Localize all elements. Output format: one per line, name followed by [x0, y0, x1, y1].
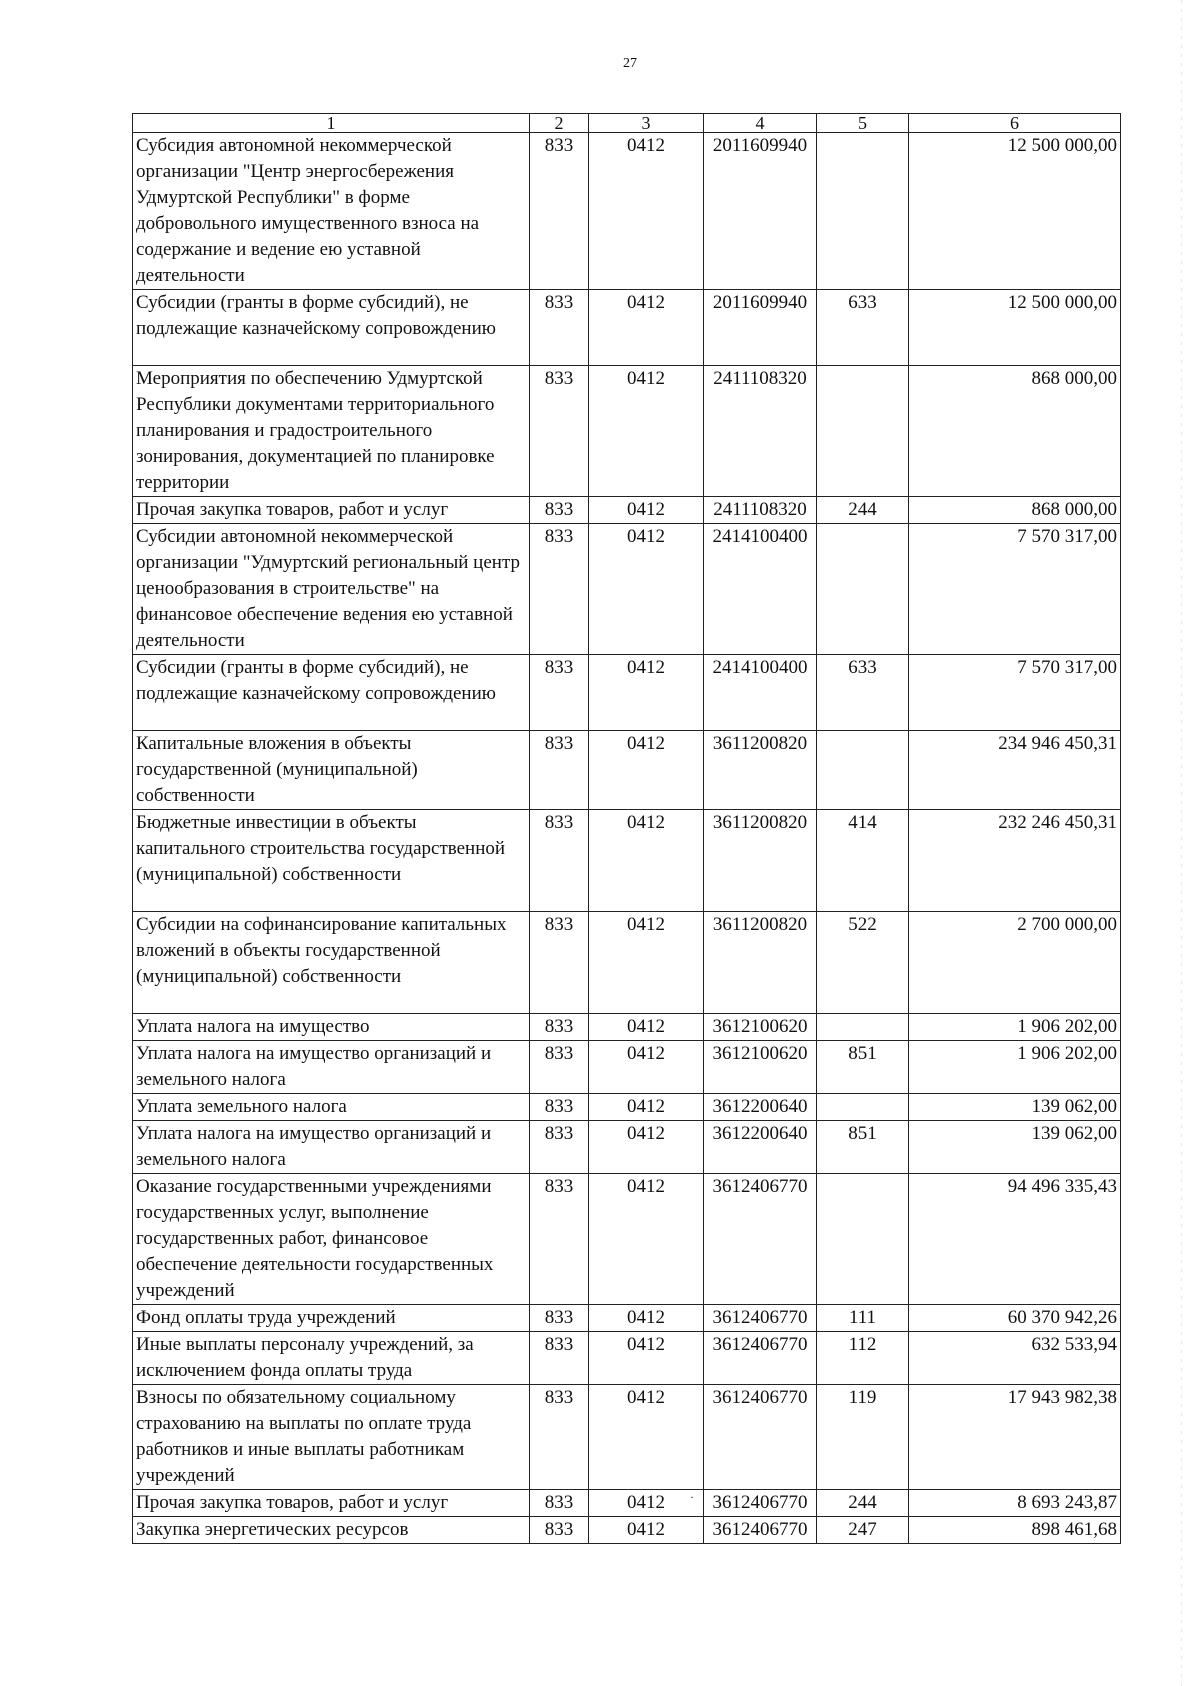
target-article-cell: 3612406770 [704, 1305, 817, 1332]
section-code-cell: 0412 [589, 1517, 704, 1544]
target-article-cell: 3612406770 [704, 1174, 817, 1305]
expense-type-cell [817, 1014, 909, 1041]
expense-type-cell: 244 [817, 1490, 909, 1517]
row-name-cell: Прочая закупка товаров, работ и услуг [133, 497, 530, 524]
ministry-code-cell: 833 [530, 810, 589, 912]
expense-type-cell: 633 [817, 655, 909, 731]
target-article-cell: 2414100400 [704, 524, 817, 655]
ministry-code-cell: 833 [530, 1174, 589, 1305]
target-article-cell: 3612406770 [704, 1517, 817, 1544]
table-row [133, 1332, 1121, 1385]
row-name-cell: Уплата земельного налога [133, 1094, 530, 1121]
expense-type-cell [817, 366, 909, 497]
target-article-cell: 3612200640 [704, 1094, 817, 1121]
row-name-cell: Уплата налога на имущество организаций и земельного налога [133, 1041, 530, 1094]
amount-cell: 12 500 000,00 [909, 133, 1121, 290]
target-article-cell: 2011609940 [704, 133, 817, 290]
target-article-cell: 3612100620 [704, 1014, 817, 1041]
expense-type-cell [817, 731, 909, 810]
page-number: 27 [623, 56, 637, 71]
row-name-cell: Субсидии (гранты в форме субсидий), не подлежащие казначейскому сопровождению [133, 655, 530, 731]
expense-type-cell [817, 524, 909, 655]
expense-type-cell: 522 [817, 912, 909, 1014]
ministry-code-cell: 833 [530, 1490, 589, 1517]
ministry-code-cell: 833 [530, 1041, 589, 1094]
table-row [133, 290, 1121, 366]
table-row [133, 810, 1121, 912]
row-name-cell: Уплата налога на имущество [133, 1014, 530, 1041]
table-row [133, 1490, 1121, 1517]
expense-type-cell: 119 [817, 1385, 909, 1490]
amount-cell: 232 246 450,31 [909, 810, 1121, 912]
expense-type-cell: 851 [817, 1121, 909, 1174]
row-name-cell: Иные выплаты персоналу учреждений, за исключением фонда оплаты труда [133, 1332, 530, 1385]
section-code-cell: 0412 [589, 1490, 704, 1517]
amount-cell: 2 700 000,00 [909, 912, 1121, 1014]
target-article-cell: 3612406770 [704, 1385, 817, 1490]
ministry-code-cell: 833 [530, 731, 589, 810]
amount-cell: 1 906 202,00 [909, 1041, 1121, 1094]
row-name-cell: Капитальные вложения в объекты государственной (муниципальной) собственности [133, 731, 530, 810]
table-row [133, 1041, 1121, 1094]
target-article-cell: 2411108320 [704, 497, 817, 524]
section-code-cell: 0412 [589, 1094, 704, 1121]
table-row [133, 912, 1121, 1014]
section-code-cell: 0412 [589, 1014, 704, 1041]
stray-scan-mark: · [690, 1490, 694, 1504]
table-row [133, 1014, 1121, 1041]
row-name-cell: Бюджетные инвестиции в объекты капитального строительства государственной (муниципальной) собственности [133, 810, 530, 912]
target-article-cell: 3612406770 [704, 1332, 817, 1385]
section-code-cell: 0412 [589, 290, 704, 366]
amount-cell: 868 000,00 [909, 366, 1121, 497]
section-code-cell: 0412 [589, 912, 704, 1014]
column-header: 4 [704, 114, 817, 133]
amount-cell: 7 570 317,00 [909, 524, 1121, 655]
expense-type-cell: 851 [817, 1041, 909, 1094]
target-article-cell: 3611200820 [704, 810, 817, 912]
ministry-code-cell: 833 [530, 1385, 589, 1490]
section-code-cell: 0412 [589, 524, 704, 655]
column-header: 3 [589, 114, 704, 133]
target-article-cell: 3612200640 [704, 1121, 817, 1174]
expense-type-cell [817, 133, 909, 290]
table-body [133, 133, 1121, 1544]
section-code-cell: 0412 [589, 810, 704, 912]
section-code-cell: 0412 [589, 1332, 704, 1385]
column-header: 2 [530, 114, 589, 133]
section-code-cell: 0412 [589, 1121, 704, 1174]
table-row [133, 1094, 1121, 1121]
amount-cell: 60 370 942,26 [909, 1305, 1121, 1332]
table-row [133, 1517, 1121, 1544]
amount-cell: 898 461,68 [909, 1517, 1121, 1544]
amount-cell: 234 946 450,31 [909, 731, 1121, 810]
expense-type-cell [817, 1094, 909, 1121]
row-name-cell: Прочая закупка товаров, работ и услуг [133, 1490, 530, 1517]
target-article-cell: 3611200820 [704, 731, 817, 810]
amount-cell: 7 570 317,00 [909, 655, 1121, 731]
table-row [133, 731, 1121, 810]
ministry-code-cell: 833 [530, 1094, 589, 1121]
row-name-cell: Субсидии автономной некоммерческой организации "Удмуртский региональный центр ценообразования в строительстве" на финансовое обеспечение ведения ею уставной деятельности [133, 524, 530, 655]
amount-cell: 17 943 982,38 [909, 1385, 1121, 1490]
column-header: 1 [133, 114, 530, 133]
section-code-cell: 0412 [589, 655, 704, 731]
amount-cell: 12 500 000,00 [909, 290, 1121, 366]
table-row [133, 1174, 1121, 1305]
ministry-code-cell: 833 [530, 1014, 589, 1041]
section-code-cell: 0412 [589, 1041, 704, 1094]
table-row [133, 133, 1121, 290]
row-name-cell: Субсидии на софинансирование капитальных вложений в объекты государственной (муниципальной) собственности [133, 912, 530, 1014]
row-name-cell: Уплата налога на имущество организаций и земельного налога [133, 1121, 530, 1174]
table-row [133, 366, 1121, 497]
ministry-code-cell: 833 [530, 524, 589, 655]
section-code-cell: 0412 [589, 1385, 704, 1490]
expense-type-cell: 414 [817, 810, 909, 912]
amount-cell: 8 693 243,87 [909, 1490, 1121, 1517]
budget-table [132, 113, 1121, 1544]
target-article-cell: 2414100400 [704, 655, 817, 731]
row-name-cell: Субсидия автономной некоммерческой организации "Центр энергосбережения Удмуртской Республики" в форме добровольного имущественного взноса на содержание и ведение ею уставной деятельности [133, 133, 530, 290]
ministry-code-cell: 833 [530, 497, 589, 524]
row-name-cell: Взносы по обязательному социальному страхованию на выплаты по оплате труда работников и иные выплаты работникам учреждений [133, 1385, 530, 1490]
row-name-cell: Фонд оплаты труда учреждений [133, 1305, 530, 1332]
row-name-cell: Оказание государственными учреждениями государственных услуг, выполнение государственных работ, финансовое обеспечение деятельности государственных учреждений [133, 1174, 530, 1305]
ministry-code-cell: 833 [530, 1517, 589, 1544]
table-row [133, 524, 1121, 655]
table-row [133, 497, 1121, 524]
target-article-cell: 3612100620 [704, 1041, 817, 1094]
table-row [133, 1385, 1121, 1490]
ministry-code-cell: 833 [530, 655, 589, 731]
scan-edge-artifact [1181, 0, 1182, 1686]
section-code-cell: 0412 [589, 366, 704, 497]
amount-cell: 1 906 202,00 [909, 1014, 1121, 1041]
expense-type-cell: 247 [817, 1517, 909, 1544]
section-code-cell: 0412 [589, 1174, 704, 1305]
section-code-cell: 0412 [589, 731, 704, 810]
ministry-code-cell: 833 [530, 366, 589, 497]
row-name-cell: Субсидии (гранты в форме субсидий), не подлежащие казначейскому сопровождению [133, 290, 530, 366]
ministry-code-cell: 833 [530, 290, 589, 366]
ministry-code-cell: 833 [530, 1305, 589, 1332]
ministry-code-cell: 833 [530, 1121, 589, 1174]
target-article-cell: 2411108320 [704, 366, 817, 497]
amount-cell: 868 000,00 [909, 497, 1121, 524]
section-code-cell: 0412 [589, 133, 704, 290]
table-row [133, 1121, 1121, 1174]
expense-type-cell [817, 1174, 909, 1305]
table-row [133, 655, 1121, 731]
ministry-code-cell: 833 [530, 1332, 589, 1385]
ministry-code-cell: 833 [530, 133, 589, 290]
target-article-cell: 3612406770 [704, 1490, 817, 1517]
section-code-cell: 0412 [589, 497, 704, 524]
expense-type-cell: 244 [817, 497, 909, 524]
section-code-cell: 0412 [589, 1305, 704, 1332]
table-row [133, 1305, 1121, 1332]
amount-cell: 139 062,00 [909, 1121, 1121, 1174]
amount-cell: 139 062,00 [909, 1094, 1121, 1121]
target-article-cell: 2011609940 [704, 290, 817, 366]
expense-type-cell: 111 [817, 1305, 909, 1332]
ministry-code-cell: 833 [530, 912, 589, 1014]
target-article-cell: 3611200820 [704, 912, 817, 1014]
column-header: 6 [909, 114, 1121, 133]
row-name-cell: Мероприятия по обеспечению Удмуртской Республики документами территориального планирования и градостроительного зонирования, документацией по планировке территории [133, 366, 530, 497]
column-header: 5 [817, 114, 909, 133]
amount-cell: 94 496 335,43 [909, 1174, 1121, 1305]
row-name-cell: Закупка энергетических ресурсов [133, 1517, 530, 1544]
expense-type-cell: 633 [817, 290, 909, 366]
amount-cell: 632 533,94 [909, 1332, 1121, 1385]
table-header-row [133, 114, 1121, 133]
expense-type-cell: 112 [817, 1332, 909, 1385]
